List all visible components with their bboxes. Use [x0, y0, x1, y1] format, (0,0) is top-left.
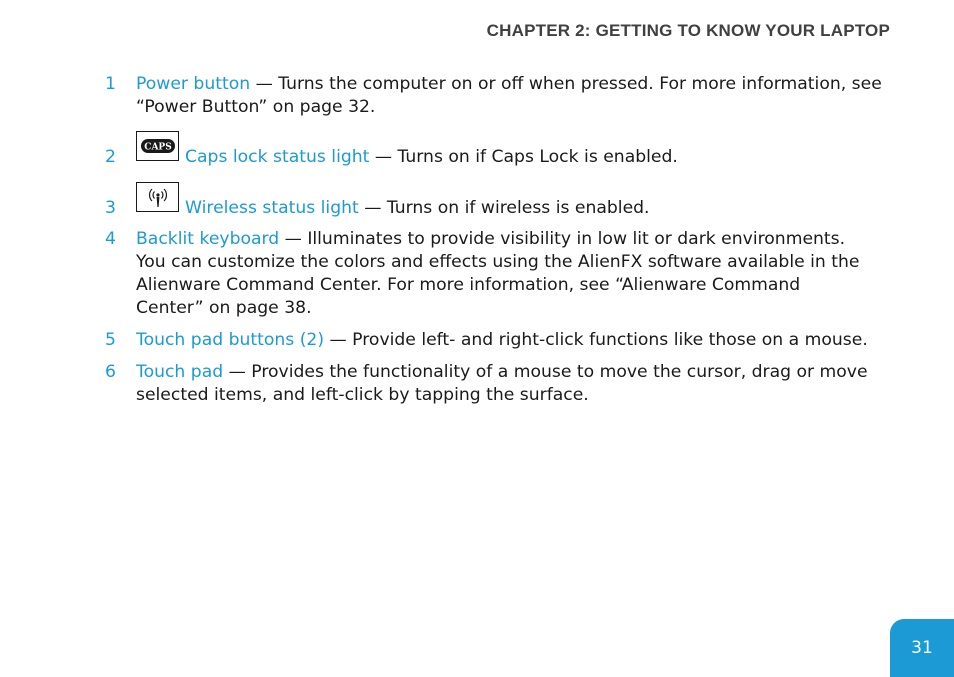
item-body — [185, 146, 895, 169]
chapter-header: CHAPTER 2: GETTING TO KNOW YOUR LAPTOP — [486, 21, 890, 40]
item-body — [185, 197, 895, 220]
item-number: 3 — [105, 198, 116, 218]
item-number: 6 — [105, 362, 116, 382]
item-number: 2 — [105, 147, 116, 167]
item-body — [136, 361, 895, 407]
item-term: Touch pad buttons (2) — [136, 330, 325, 350]
item-term: Backlit keyboard — [136, 229, 280, 249]
item-number: 1 — [105, 74, 116, 94]
item-number: 5 — [105, 330, 116, 350]
item-description: — Turns the computer on or off when pressed. For more information, see “Power Button” on page 32. — [136, 74, 882, 117]
item-number: 4 — [105, 229, 116, 249]
item-term: Power button — [136, 74, 251, 94]
item-description: — Provide left- and right-click functions like those on a mouse. — [324, 330, 868, 350]
item-body — [136, 228, 860, 320]
item-body — [136, 329, 915, 352]
page-number: 31 — [911, 638, 933, 658]
caps-lock-icon — [136, 131, 179, 161]
caps-icon-text: CAPS — [143, 142, 172, 153]
item-description: — Turns on if wireless is enabled. — [358, 198, 650, 218]
item-description: — Provides the functionality of a mouse to move the cursor, drag or move selected items, and left-click by tapping the surface. — [136, 362, 868, 405]
page-number-tab — [890, 619, 954, 677]
wireless-icon — [136, 182, 179, 212]
item-description: — Illuminates to provide visibility in low lit or dark environments. You can customize the colors and effects using the AlienFX software available in the Alienware Command Center. For more information, see “Alienware Command Center” on page 38. — [136, 229, 860, 318]
item-description: — Turns on if Caps Lock is enabled. — [369, 147, 678, 167]
item-term: Caps lock status light — [185, 147, 370, 167]
item-term: Touch pad — [136, 362, 224, 382]
item-term: Wireless status light — [185, 198, 359, 218]
item-body — [136, 73, 895, 119]
